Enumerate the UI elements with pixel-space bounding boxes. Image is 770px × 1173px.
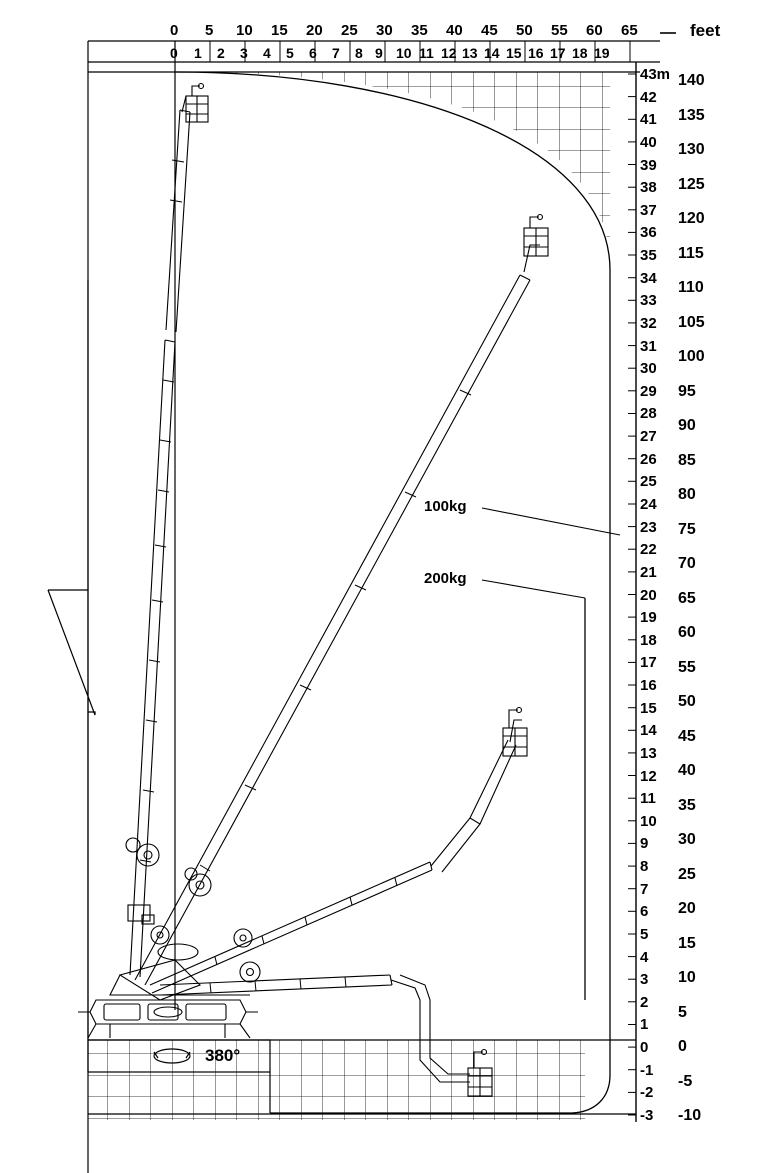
right-meter-tick: 4 <box>640 948 649 966</box>
turret-detail <box>110 838 260 1000</box>
right-feet-tick: 130 <box>678 141 705 158</box>
top-meter-tick: 9 <box>375 45 383 61</box>
top-feet-tick: 0 <box>170 22 179 39</box>
right-meter-tick: 22 <box>640 541 657 559</box>
right-meter-tick: -3 <box>640 1107 654 1124</box>
right-feet-tick: 0 <box>678 1038 687 1055</box>
right-meter-tick: 24 <box>640 495 657 513</box>
right-meter-tick: 11 <box>640 790 656 808</box>
top-feet-tick: 65 <box>621 22 638 39</box>
right-feet-tick: 60 <box>678 624 696 641</box>
right-meter-tick: 6 <box>640 903 649 921</box>
top-meter-tick: 7 <box>332 45 340 61</box>
boom-diagonal-lower <box>150 720 522 993</box>
right-meter-tick: 23 <box>640 518 657 536</box>
top-feet-tick: 20 <box>306 22 323 39</box>
right-meter-tick: 2 <box>640 993 649 1011</box>
top-meter-tick: 5 <box>286 45 294 61</box>
right-feet-tick: 35 <box>678 796 696 814</box>
left-step-bracket <box>48 280 95 1040</box>
top-feet-tick: 25 <box>341 22 358 39</box>
top-meter-tick: 13 <box>462 45 478 61</box>
right-meter-tick: 15 <box>640 699 657 717</box>
right-feet-tick: 55 <box>678 658 696 676</box>
right-meter-tick: 33 <box>640 292 657 310</box>
chassis <box>78 1000 258 1038</box>
right-meter-tick: 29 <box>640 382 657 400</box>
rotation-label: 380° <box>205 1046 241 1065</box>
top-meter-tick: 18 <box>572 45 588 61</box>
right-feet-tick: 15 <box>678 934 696 952</box>
right-meter-tick: 40 <box>640 133 657 151</box>
right-feet-tick: 85 <box>678 451 696 469</box>
right-feet-tick: 105 <box>678 313 705 331</box>
right-meter-tick: 25 <box>640 473 657 491</box>
right-meter-tick: 41 <box>640 111 657 129</box>
right-feet-tick: 5 <box>678 1003 687 1021</box>
right-feet-tick: -10 <box>678 1107 702 1124</box>
right-meter-tick: 43m <box>640 66 671 83</box>
right-meter-tick: 26 <box>640 450 657 468</box>
feet-header-label: feet <box>690 21 721 40</box>
top-feet-tick: 40 <box>446 22 463 39</box>
right-meter-tick: 35 <box>640 247 657 265</box>
right-meter-tick: 7 <box>640 880 649 898</box>
right-feet-tick: 120 <box>678 210 705 227</box>
right-meter-tick: 39 <box>640 156 657 174</box>
right-feet-tick: 25 <box>678 865 696 883</box>
right-meter-tick: 37 <box>640 201 657 219</box>
right-feet-tick: 125 <box>678 175 705 193</box>
right-feet-tick: 80 <box>678 486 696 503</box>
right-feet-tick: -5 <box>678 1072 693 1090</box>
top-meter-tick: 1 <box>194 45 202 61</box>
right-feet-tick: 75 <box>678 520 696 538</box>
top-feet-tick: 5 <box>205 22 214 39</box>
right-feet-tick: 65 <box>678 589 696 607</box>
top-meter-tick: 14 <box>484 45 500 61</box>
right-feet-tick: 30 <box>678 831 696 848</box>
top-meter-tick: 17 <box>550 45 566 61</box>
top-meter-tick: 3 <box>240 45 248 61</box>
right-meter-tick: 9 <box>640 835 649 853</box>
right-feet-tick: 135 <box>678 106 705 124</box>
right-meter-tick: 18 <box>640 631 657 649</box>
right-meter-tick: 30 <box>640 360 657 378</box>
annotation-leaders <box>482 508 620 598</box>
right-meter-ticks <box>628 74 636 1115</box>
top-meter-tick: 16 <box>528 45 544 61</box>
lower-grid-hatch <box>88 1040 585 1120</box>
top-feet-tick: 35 <box>411 22 428 39</box>
upper-grid-hatch <box>175 72 610 272</box>
right-feet-tick: 90 <box>678 417 696 434</box>
top-feet-tick: 15 <box>271 22 288 39</box>
top-feet-tick: 10 <box>236 22 253 39</box>
right-feet-tick: 110 <box>678 279 704 296</box>
top-meter-tick: 4 <box>263 45 271 61</box>
basket-mid-right <box>503 708 527 757</box>
right-feet-tick: 40 <box>678 762 696 779</box>
right-meter-tick: 16 <box>640 677 657 695</box>
right-meter-tick: 36 <box>640 224 657 242</box>
right-meter-tick: 8 <box>640 858 649 876</box>
top-feet-tick: 45 <box>481 22 498 39</box>
top-feet-tick: 30 <box>376 22 393 39</box>
right-feet-tick: 100 <box>678 348 705 365</box>
top-meter-tick: 6 <box>309 45 317 61</box>
right-meter-tick: 32 <box>640 314 657 332</box>
top-feet-tick: 50 <box>516 22 533 39</box>
top-feet-tick: 60 <box>586 22 603 39</box>
right-meter-tick: 19 <box>640 609 657 627</box>
top-meter-tick: 11 <box>419 45 434 61</box>
annotation-100kg: 100kg <box>424 498 467 515</box>
right-meter-tick: 27 <box>640 428 657 446</box>
right-meter-tick: 20 <box>640 586 657 604</box>
right-meter-tick: 3 <box>640 971 649 989</box>
right-meter-tick: 38 <box>640 179 657 197</box>
right-meter-tick: 31 <box>640 337 657 355</box>
right-meter-tick: 13 <box>640 744 657 762</box>
right-feet-tick: 95 <box>678 382 696 400</box>
right-meter-tick: 0 <box>640 1039 649 1057</box>
right-feet-tick: 20 <box>678 900 696 917</box>
right-meter-tick: 34 <box>640 269 657 287</box>
right-meter-tick: -1 <box>640 1061 654 1079</box>
right-feet-tick: 10 <box>678 969 696 986</box>
right-feet-tick: 115 <box>678 244 704 262</box>
right-meter-tick: 14 <box>640 722 657 740</box>
top-meter-tick: 12 <box>441 45 457 61</box>
right-meter-tick: 28 <box>640 405 657 423</box>
right-meter-tick: -2 <box>640 1084 654 1102</box>
top-meter-tick: 10 <box>396 45 412 61</box>
right-feet-tick: 45 <box>678 727 696 745</box>
right-feet-tick: 70 <box>678 555 696 572</box>
top-meter-tick: 19 <box>594 45 610 61</box>
top-feet-tick: 55 <box>551 22 568 39</box>
top-meter-tick: 0 <box>170 45 178 61</box>
right-meter-tick: 17 <box>640 654 657 672</box>
right-meter-tick: 21 <box>640 563 657 581</box>
right-feet-tick: 50 <box>678 693 696 710</box>
right-feet-tick: 140 <box>678 72 705 89</box>
right-meter-tick: 12 <box>640 767 657 785</box>
boom-diagonal-upper <box>135 245 540 985</box>
top-meter-tick: 8 <box>355 45 363 61</box>
right-meter-tick: 1 <box>640 1016 649 1034</box>
top-meter-tick: 15 <box>506 45 522 61</box>
top-meter-tick: 2 <box>217 45 225 61</box>
right-meter-tick: 5 <box>640 925 649 943</box>
annotation-200kg: 200kg <box>424 570 467 587</box>
right-meter-tick: 42 <box>640 88 657 106</box>
right-meter-tick: 10 <box>640 812 657 830</box>
